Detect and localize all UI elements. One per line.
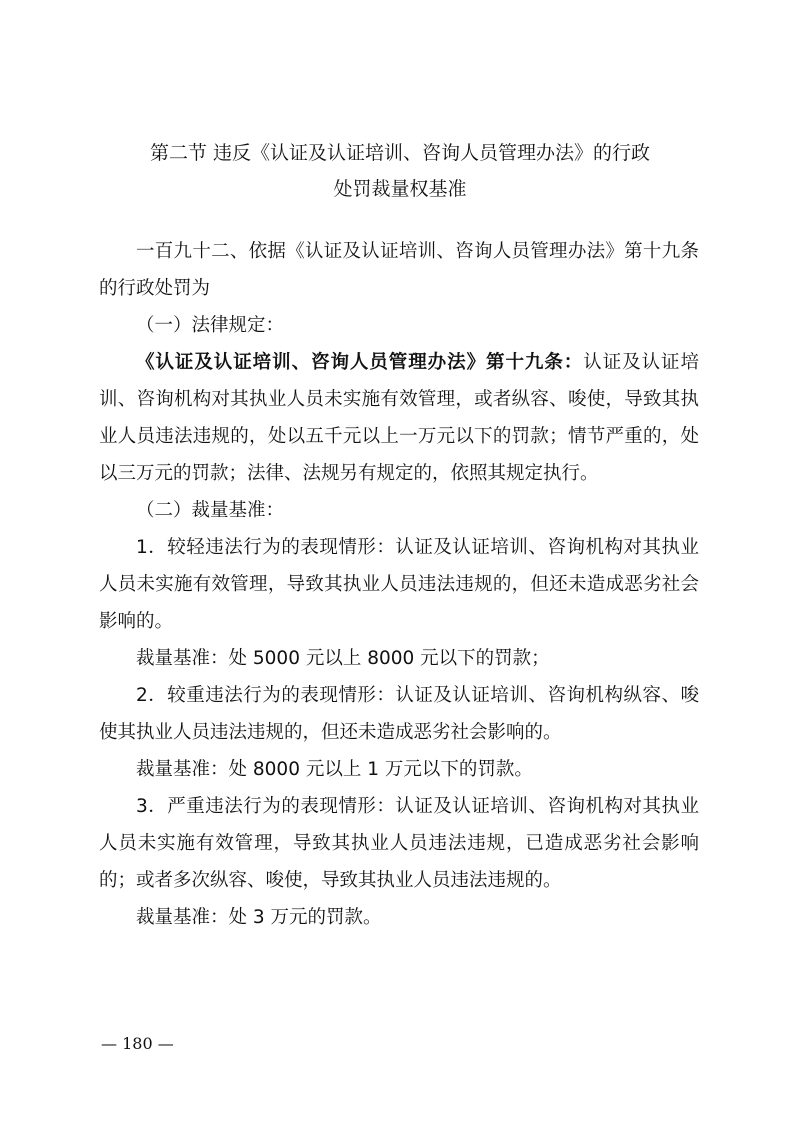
legal-provision-text: 认证及认证培训、咨询机构对其执业人员未实施有效管理，或者纵容、唆使，导致其执业人员违法违规的，处以五千元以上一万元以下的罚款；情节严重的，处以三万元的罚款；法律、法规另有规定的，依照其规定执行。 xyxy=(99,352,699,484)
level-1-situation: 1．较轻违法行为的表现情形：认证及认证培训、咨询机构对其执业人员未实施有效管理，导致其执业人员违法违规的，但还未造成恶劣社会影响的。 xyxy=(99,537,699,632)
body-text xyxy=(99,233,699,936)
item-title: 一百九十二、依据《认证及认证培训、咨询人员管理办法》第十九条的行政处罚为 xyxy=(99,241,699,299)
level-3-penalty: 裁量基准：处 3 万元的罚款。 xyxy=(136,907,382,928)
section-title-line2: 处罚裁量权基准 xyxy=(333,178,467,200)
level-2-situation: 2．较重违法行为的表现情形：认证及认证培训、咨询机构纵容、唆使其执业人员违法违规的，但还未造成恶劣社会影响的。 xyxy=(99,685,699,743)
level-3-situation: 3．严重违法行为的表现情形：认证及认证培训、咨询机构对其执业人员未实施有效管理，导致其执业人员违法违规，已造成恶劣社会影响的；或者多次纵容、唆使，导致其执业人员违法违规的。 xyxy=(99,796,699,891)
level-2-penalty: 裁量基准：处 8000 元以上 1 万元以下的罚款。 xyxy=(136,759,533,780)
level-1-penalty: 裁量基准：处 5000 元以上 8000 元以下的罚款； xyxy=(136,648,550,669)
legal-provision-paragraph xyxy=(99,344,699,492)
section-title-line1: 第二节 违反《认证及认证培训、咨询人员管理办法》的行政 xyxy=(149,142,651,164)
legal-reference: 《认证及认证培训、咨询人员管理办法》第十九条： xyxy=(136,352,584,373)
standards-heading: （二）裁量基准： xyxy=(136,500,285,521)
legal-provisions-heading: （一）法律规定： xyxy=(136,315,285,336)
page-number: — 180 — xyxy=(101,1034,174,1053)
